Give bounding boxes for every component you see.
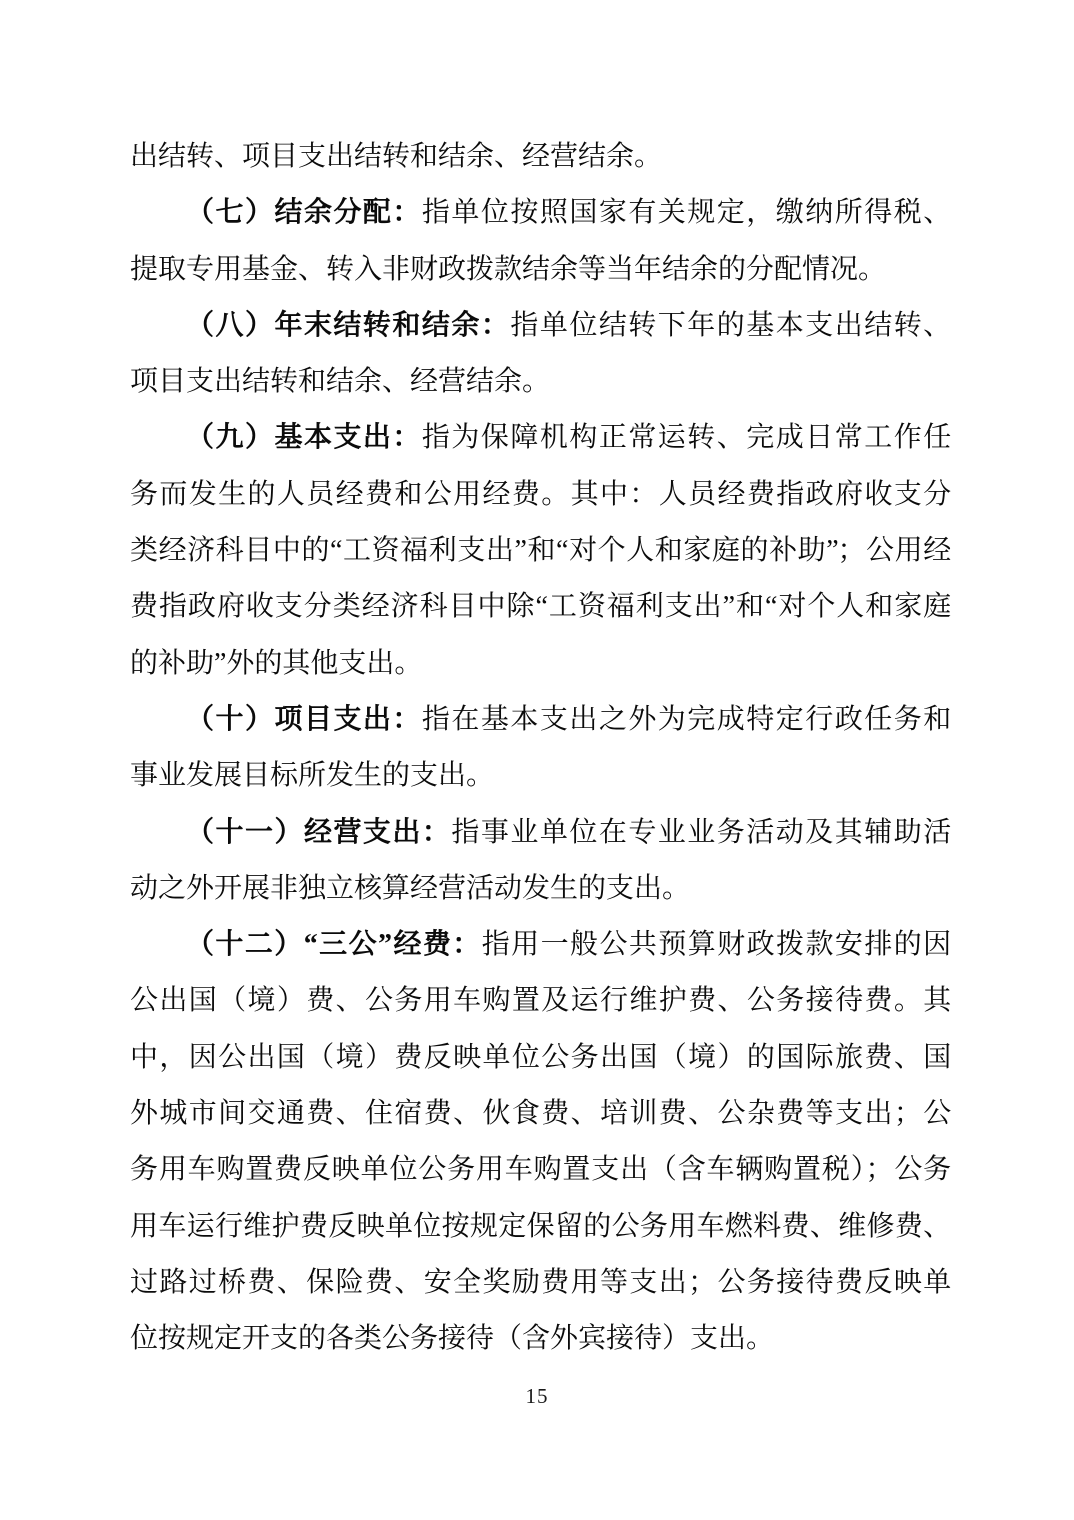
- body-text: 事业发展目标所发生的支出。: [130, 760, 495, 792]
- text-line: [130, 579, 950, 635]
- body-text: 指用一般公共预算财政拨款安排的因: [481, 929, 950, 961]
- body-text: 指单位结转下年的基本支出结转、: [510, 309, 950, 341]
- body-text: 指为保障机构正常运转、完成日常工作任: [421, 422, 950, 454]
- body-text: 用车运行维护费反映单位按规定保留的公务用车燃料费、维修费、: [130, 1210, 950, 1242]
- section-heading: （七）结余分配：: [186, 197, 422, 229]
- text-line: [130, 298, 950, 354]
- text-line: [130, 410, 950, 466]
- section-heading: （十一）经营支出：: [186, 816, 452, 848]
- body-text: 务用车购置费反映单位公务用车购置支出（含车辆购置税）；公务: [130, 1154, 950, 1186]
- text-line: [130, 1255, 950, 1311]
- text-line: [130, 129, 950, 185]
- text-line: [130, 1199, 950, 1255]
- body-text: 过路过桥费、保险费、安全奖励费用等支出；公务接待费反映单: [130, 1266, 950, 1298]
- body-text: 费指政府收支分类经济科目中除“工资福利支出”和“对个人和家庭: [130, 591, 950, 623]
- document-body: [130, 129, 950, 1368]
- body-text: 中，因公出国（境）费反映单位公务出国（境）的国际旅费、国: [130, 1041, 950, 1073]
- body-text: 指在基本支出之外为完成特定行政任务和: [421, 703, 950, 735]
- text-line: [130, 973, 950, 1029]
- body-text: 外城市间交通费、住宿费、伙食费、培训费、公杂费等支出；公: [130, 1098, 950, 1130]
- text-line: [130, 805, 950, 861]
- body-text: 指单位按照国家有关规定，缴纳所得税、: [421, 197, 950, 229]
- text-line: [130, 1030, 950, 1086]
- body-text: 指事业单位在专业业务活动及其辅助活: [451, 816, 950, 848]
- page-number: 15: [525, 1384, 549, 1408]
- body-text: 项目支出结转和结余、经营结余。: [130, 366, 551, 398]
- body-text: 位按规定开支的各类公务接待（含外宾接待）支出。: [130, 1323, 775, 1355]
- text-line: [130, 1086, 950, 1142]
- body-text: 出结转、项目支出结转和结余、经营结余。: [130, 141, 663, 172]
- text-line: [130, 1311, 950, 1367]
- text-line: [130, 636, 950, 692]
- section-heading: （十二）“三公”经费：: [186, 929, 482, 961]
- text-line: [130, 917, 950, 973]
- text-line: [130, 1142, 950, 1198]
- text-line: [130, 185, 950, 241]
- body-text: 务而发生的人员经费和公用经费。其中：人员经费指政府收支分: [130, 478, 950, 510]
- text-line: [130, 692, 950, 748]
- text-line: [130, 861, 950, 917]
- body-text: 提取专用基金、转入非财政拨款结余等当年结余的分配情况。: [130, 253, 887, 285]
- text-line: [130, 523, 950, 579]
- section-heading: （十）项目支出：: [186, 703, 422, 735]
- body-text: 的补助”外的其他支出。: [130, 647, 423, 679]
- text-line: [130, 467, 950, 523]
- body-text: 类经济科目中的“工资福利支出”和“对个人和家庭的补助”；公用经: [130, 535, 950, 567]
- body-text: 公出国（境）费、公务用车购置及运行维护费、公务接待费。其: [130, 985, 950, 1017]
- text-line: [130, 354, 950, 410]
- section-heading: （九）基本支出：: [186, 422, 422, 454]
- section-heading: （八）年末结转和结余：: [186, 309, 511, 341]
- body-text: 动之外开展非独立核算经营活动发生的支出。: [130, 872, 691, 904]
- text-line: [130, 748, 950, 804]
- text-line: [130, 242, 950, 298]
